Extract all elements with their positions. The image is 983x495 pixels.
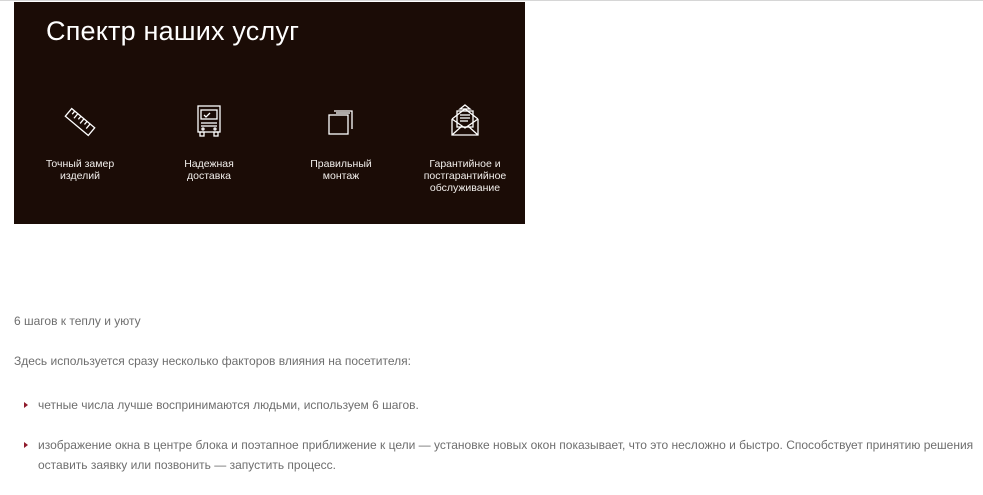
list-item-text: четные числа лучше воспринимаются людьми, используем 6 шагов. (38, 398, 419, 412)
list-item (14, 435, 974, 475)
article-heading: 6 шагов к теплу и уюту (14, 314, 141, 328)
service-installation (277, 102, 405, 182)
banner-title: Спектр наших услуг (46, 16, 300, 46)
ruler-icon (60, 102, 100, 142)
article-intro: Здесь используется сразу несколько факторов влияния на посетителя: (14, 354, 411, 368)
bullet-marker-icon (24, 442, 28, 448)
service-delivery (145, 102, 273, 182)
service-measurement (16, 102, 144, 182)
services-banner (14, 2, 525, 224)
service-label: Гарантийное и постгарантийное обслуживание (423, 158, 507, 194)
list-item-text: изображение окна в центре блока и поэтапное приближение к цели — установке новых окон показывает, что это несложно и быстро. Способствует принятию решения оставить заявку или позвонить — запустить процесс. (38, 438, 974, 472)
delivery-truck-icon (189, 102, 229, 142)
overlapping-squares-icon (321, 102, 361, 142)
service-label: Правильный монтаж (310, 158, 372, 182)
service-label: Точный замер изделий (45, 158, 115, 182)
envelope-letter-icon (445, 102, 485, 142)
top-divider (0, 0, 983, 1)
bullet-marker-icon (24, 402, 28, 408)
bullet-list (14, 395, 974, 495)
list-item (14, 395, 974, 415)
service-warranty (401, 102, 529, 194)
service-label: Надежная доставка (184, 158, 234, 182)
